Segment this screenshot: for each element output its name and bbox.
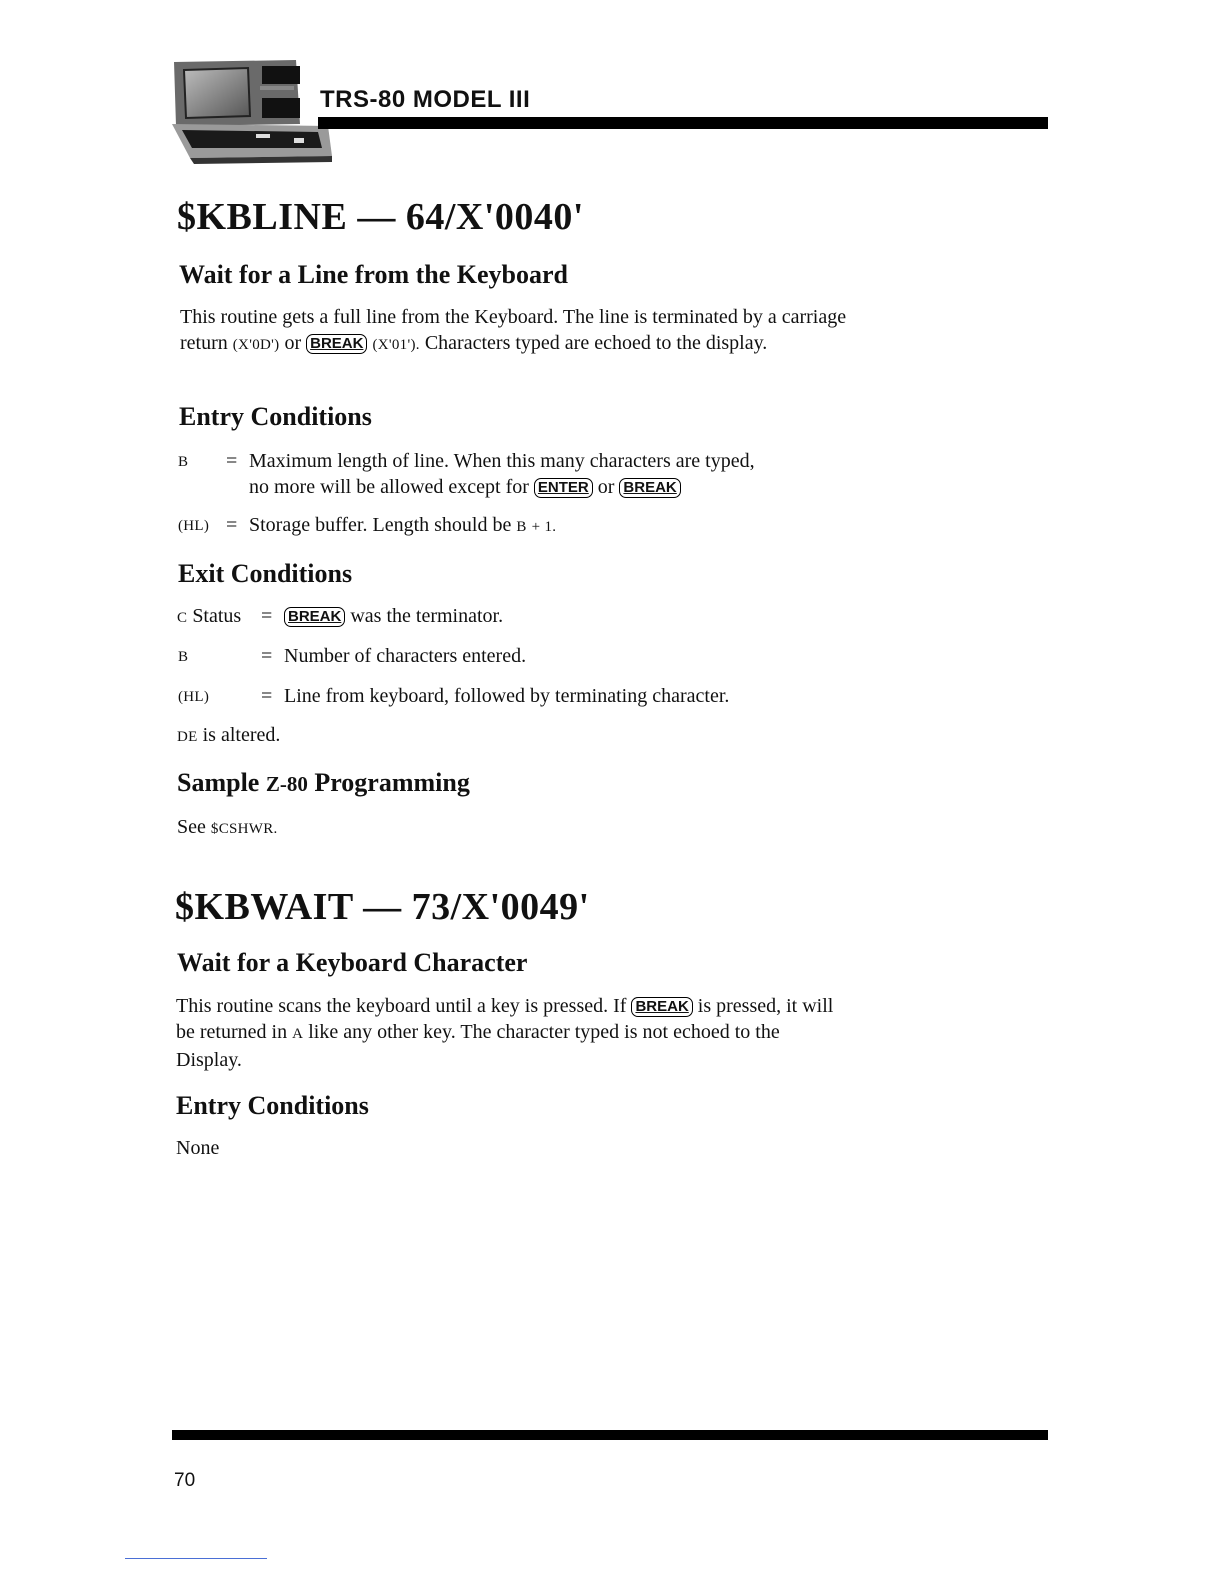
- kbline-entry-heading: Entry Conditions: [179, 402, 372, 431]
- model-title: TRS-80 MODEL III: [320, 86, 531, 113]
- page-number: 70: [174, 1470, 196, 1491]
- kbwait-subtitle: Wait for a Keyboard Character: [177, 948, 528, 977]
- kbline-sample-heading: Sample Z-80 Programming: [177, 768, 470, 797]
- kbline-description: This routine gets a full line from the Keyboard. The line is terminated by a carriage return (X'0D') or BREAK (X'01'). Characters typed are echoed to the display.: [180, 306, 847, 354]
- kbwait-description: This routine scans the keyboard until a key is pressed. If BREAK is pressed, it will be returned in A like any other key. The character typed is not echoed to the Display.: [176, 995, 834, 1071]
- break-key: BREAK: [631, 997, 692, 1017]
- break-key: BREAK: [306, 334, 367, 354]
- kbwait-title: $KBWAIT — 73/X'0049': [175, 886, 590, 928]
- kbwait-entry-text: None: [176, 1137, 220, 1159]
- bottom-margin-line: [125, 1558, 267, 1559]
- exit-row-b: B = Number of characters entered.: [178, 645, 527, 667]
- enter-key: ENTER: [534, 478, 593, 498]
- header-rule: [318, 117, 1048, 129]
- kbline-subtitle: Wait for a Line from the Keyboard: [179, 260, 569, 289]
- kbwait-entry-heading: Entry Conditions: [176, 1091, 369, 1120]
- break-key: BREAK: [284, 607, 345, 627]
- exit-altered-note: DE is altered.: [177, 724, 281, 746]
- footer-rule: [172, 1430, 1048, 1440]
- break-key: BREAK: [619, 478, 680, 498]
- kbline-title: $KBLINE — 64/X'0040': [177, 196, 584, 238]
- exit-row-status: C Status = BREAK was the terminator.: [177, 605, 504, 627]
- exit-row-hl: (HL) = Line from keyboard, followed by terminating character.: [178, 685, 730, 707]
- trs80-computer-icon: [168, 58, 333, 168]
- kbline-exit-heading: Exit Conditions: [178, 559, 353, 588]
- kbline-sample-see: See $CSHWR.: [177, 816, 278, 838]
